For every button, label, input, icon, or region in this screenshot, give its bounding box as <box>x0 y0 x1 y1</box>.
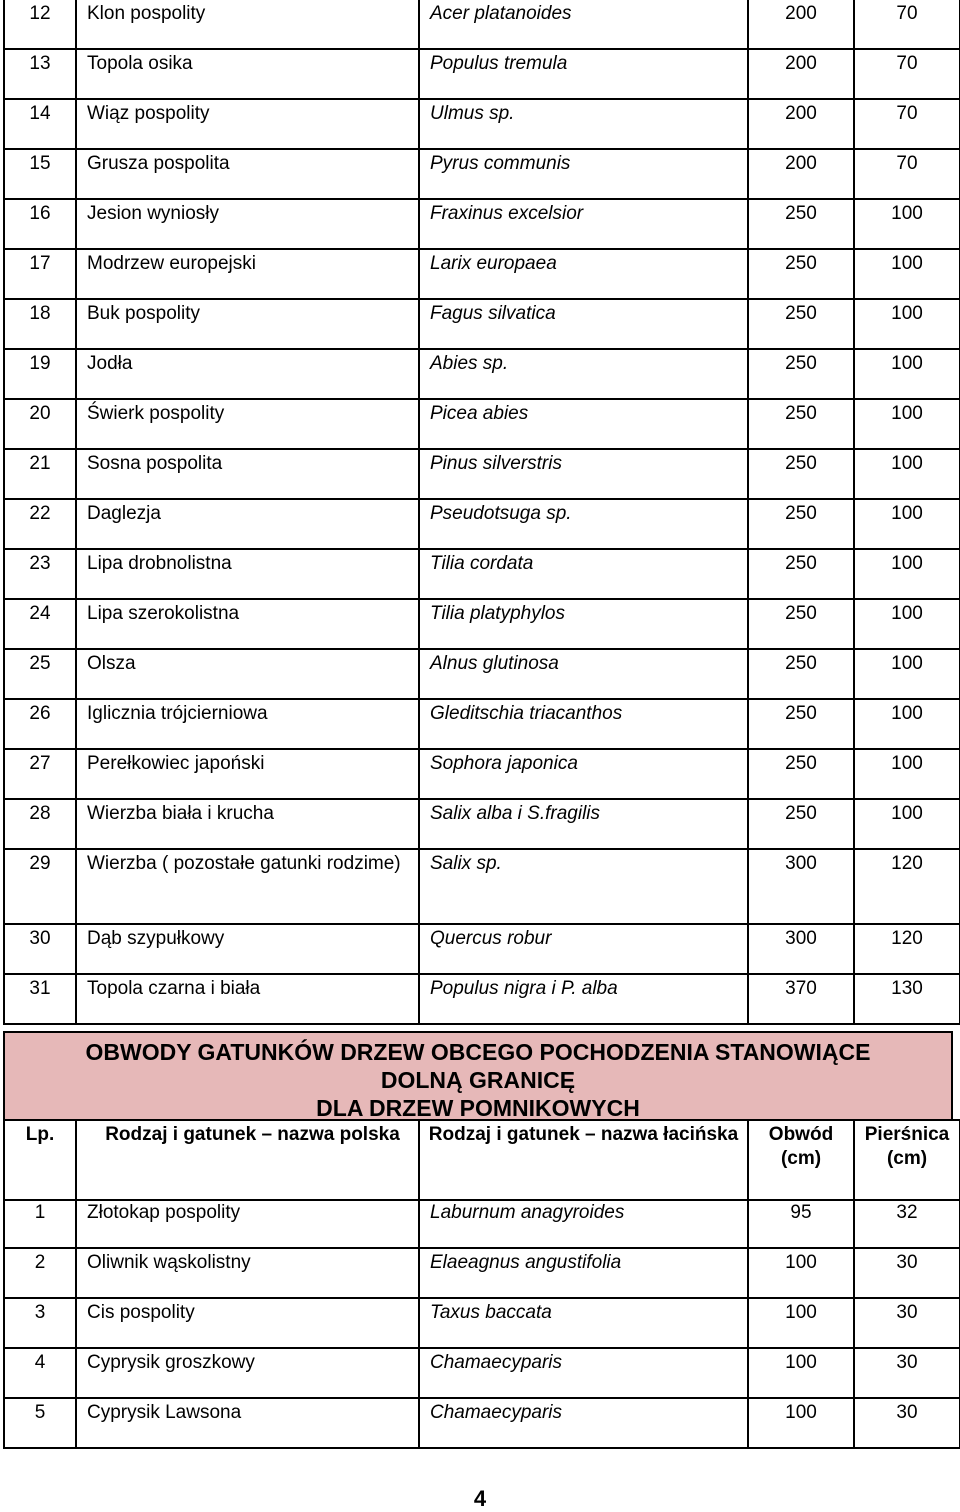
circumference-text: 200 <box>785 53 817 74</box>
cell-circumference <box>748 299 854 349</box>
cell-polish-name <box>76 1298 419 1348</box>
cell-latin-name <box>419 749 748 799</box>
polish-name-text: Lipa szerokolistna <box>87 603 240 624</box>
circumference-text: 250 <box>785 653 817 674</box>
cell-dbh <box>854 1348 960 1398</box>
latin-name-text: Pyrus communis <box>430 153 571 174</box>
cell-dbh <box>854 1248 960 1298</box>
dbh-text: 120 <box>891 853 923 874</box>
cell-dbh <box>854 599 960 649</box>
table-row <box>4 549 960 599</box>
latin-name-text: Laburnum anagyroides <box>430 1202 625 1223</box>
cell-polish-name <box>76 699 419 749</box>
cell-latin-name <box>419 299 748 349</box>
cell-dbh <box>854 499 960 549</box>
species-table-native <box>3 0 960 1025</box>
dbh-text: 32 <box>896 1202 918 1223</box>
cell-row-number <box>4 1348 76 1398</box>
cell-polish-name <box>76 974 419 1024</box>
row-number-text: 18 <box>29 303 51 324</box>
cell-dbh <box>854 1398 960 1448</box>
latin-name-text: Populus tremula <box>430 53 568 74</box>
cell-polish-name <box>76 499 419 549</box>
cell-row-number <box>4 1199 76 1248</box>
cell-latin-name <box>419 974 748 1024</box>
table-row <box>4 799 960 849</box>
latin-name-text: Fraxinus excelsior <box>430 203 584 224</box>
cell-row-number <box>4 924 76 974</box>
row-number-text: 26 <box>29 703 51 724</box>
cell-polish-name <box>76 1348 419 1398</box>
cell-circumference <box>748 1248 854 1298</box>
circumference-text: 200 <box>785 153 817 174</box>
header-row <box>4 1120 960 1200</box>
polish-name-text: Buk pospolity <box>87 303 201 324</box>
table-row <box>4 0 960 49</box>
header-polish-name: Rodzaj i gatunek – nazwa polska <box>76 1120 419 1200</box>
header-dbh: Pierśnica (cm) <box>854 1120 960 1200</box>
latin-name-text: Quercus robur <box>430 928 552 949</box>
cell-dbh <box>854 1199 960 1248</box>
latin-name-text: Abies sp. <box>430 353 509 374</box>
row-number-text: 4 <box>34 1352 46 1373</box>
polish-name-text: Perełkowiec japoński <box>87 753 265 774</box>
cell-latin-name <box>419 649 748 699</box>
cell-dbh <box>854 0 960 49</box>
latin-name-text: Fagus silvatica <box>430 303 556 324</box>
cell-latin-name <box>419 549 748 599</box>
cell-row-number <box>4 1298 76 1348</box>
dbh-text: 130 <box>891 978 923 999</box>
cell-row-number <box>4 49 76 99</box>
circumference-text: 250 <box>785 353 817 374</box>
cell-circumference <box>748 799 854 849</box>
cell-row-number <box>4 349 76 399</box>
cell-dbh <box>854 299 960 349</box>
latin-name-text: Gleditschia triacanthos <box>430 703 623 724</box>
cell-latin-name <box>419 349 748 399</box>
cell-polish-name <box>76 649 419 699</box>
polish-name-text: Dąb szypułkowy <box>87 928 225 949</box>
circumference-text: 95 <box>790 1202 812 1223</box>
cell-polish-name <box>76 924 419 974</box>
circumference-text: 250 <box>785 753 817 774</box>
dbh-text: 100 <box>891 703 923 724</box>
cell-latin-name <box>419 1298 748 1348</box>
dbh-text: 30 <box>896 1352 918 1373</box>
circumference-text: 250 <box>785 803 817 824</box>
polish-name-text: Topola osika <box>87 53 193 74</box>
row-number-text: 14 <box>29 103 51 124</box>
circumference-text: 250 <box>785 503 817 524</box>
cell-latin-name <box>419 599 748 649</box>
table-row <box>4 1398 960 1448</box>
cell-dbh <box>854 649 960 699</box>
page-number: 4 <box>473 1486 487 1511</box>
banner-line-1: OBWODY GATUNKÓW DRZEW OBCEGO POCHODZENIA STANOWIĄCE <box>85 1039 871 1065</box>
cell-polish-name <box>76 49 419 99</box>
cell-latin-name <box>419 199 748 249</box>
latin-name-text: Taxus baccata <box>430 1302 552 1323</box>
polish-name-text: Złotokap pospolity <box>87 1202 241 1223</box>
row-number-text: 15 <box>29 153 51 174</box>
cell-row-number <box>4 799 76 849</box>
cell-circumference <box>748 1398 854 1448</box>
cell-circumference <box>748 974 854 1024</box>
row-number-text: 25 <box>29 653 51 674</box>
circumference-text: 100 <box>785 1302 817 1323</box>
cell-row-number <box>4 449 76 499</box>
cell-polish-name <box>76 149 419 199</box>
cell-dbh <box>854 449 960 499</box>
circumference-text: 300 <box>785 928 817 949</box>
banner-line-3: DLA DRZEW POMNIKOWYCH <box>316 1095 640 1121</box>
table-row <box>4 449 960 499</box>
table-row <box>4 749 960 799</box>
latin-name-text: Tilia cordata <box>430 553 534 574</box>
dbh-text: 100 <box>891 353 923 374</box>
polish-name-text: Jesion wyniosły <box>87 203 219 224</box>
latin-name-text: Salix alba i S.fragilis <box>430 803 601 824</box>
latin-name-text: Acer platanoides <box>430 3 572 24</box>
cell-circumference <box>748 749 854 799</box>
circumference-text: 250 <box>785 203 817 224</box>
cell-latin-name <box>419 1248 748 1298</box>
latin-name-text: Chamaecyparis <box>430 1352 562 1373</box>
circumference-text: 250 <box>785 603 817 624</box>
row-number-text: 31 <box>29 978 51 999</box>
row-number-text: 29 <box>29 853 51 874</box>
circumference-text: 100 <box>785 1352 817 1373</box>
cell-circumference <box>748 49 854 99</box>
cell-row-number <box>4 399 76 449</box>
latin-name-text: Ulmus sp. <box>430 103 515 124</box>
cell-latin-name <box>419 0 748 49</box>
cell-dbh <box>854 399 960 449</box>
dbh-text: 100 <box>891 653 923 674</box>
cell-row-number <box>4 499 76 549</box>
cell-row-number <box>4 249 76 299</box>
table-row <box>4 199 960 249</box>
table-row <box>4 974 960 1024</box>
cell-latin-name <box>419 449 748 499</box>
header-circumference: Obwód (cm) <box>748 1120 854 1200</box>
latin-name-text: Tilia platyphylos <box>430 603 566 624</box>
latin-name-text: Sophora japonica <box>430 753 578 774</box>
polish-name-text: Wierzba ( pozostałe gatunki rodzime) <box>87 853 401 874</box>
table-row <box>4 1248 960 1298</box>
row-number-text: 13 <box>29 53 51 74</box>
cell-latin-name <box>419 1199 748 1248</box>
latin-name-text: Chamaecyparis <box>430 1402 562 1423</box>
circumference-text: 250 <box>785 553 817 574</box>
polish-name-text: Wierzba biała i krucha <box>87 803 274 824</box>
row-number-text: 17 <box>29 253 51 274</box>
cell-row-number <box>4 1248 76 1298</box>
cell-circumference <box>748 0 854 49</box>
table-row <box>4 924 960 974</box>
cell-circumference <box>748 399 854 449</box>
table-row <box>4 849 960 924</box>
row-number-text: 27 <box>29 753 51 774</box>
circumference-text: 200 <box>785 3 817 24</box>
dbh-text: 120 <box>891 928 923 949</box>
polish-name-text: Topola czarna i biała <box>87 978 261 999</box>
cell-circumference <box>748 349 854 399</box>
cell-circumference <box>748 699 854 749</box>
row-number-text: 19 <box>29 353 51 374</box>
polish-name-text: Olsza <box>87 653 136 674</box>
cell-polish-name <box>76 99 419 149</box>
dbh-text: 30 <box>896 1252 918 1273</box>
dbh-text: 100 <box>891 453 923 474</box>
cell-row-number <box>4 299 76 349</box>
table-row <box>4 599 960 649</box>
table-row <box>4 1348 960 1398</box>
row-number-text: 28 <box>29 803 51 824</box>
cell-latin-name <box>419 924 748 974</box>
cell-polish-name <box>76 749 419 799</box>
polish-name-text: Iglicznia trójcierniowa <box>87 703 268 724</box>
cell-polish-name <box>76 249 419 299</box>
cell-latin-name <box>419 149 748 199</box>
circumference-text: 250 <box>785 303 817 324</box>
cell-dbh <box>854 799 960 849</box>
dbh-text: 70 <box>896 103 918 124</box>
cell-row-number <box>4 974 76 1024</box>
cell-polish-name <box>76 399 419 449</box>
table-row <box>4 699 960 749</box>
foreign-table-body <box>4 1199 960 1448</box>
cell-row-number <box>4 849 76 924</box>
cell-dbh <box>854 849 960 924</box>
polish-name-text: Klon pospolity <box>87 3 206 24</box>
banner-line-2: DOLNĄ GRANICĘ <box>380 1067 576 1093</box>
polish-name-text: Cis pospolity <box>87 1302 195 1323</box>
cell-dbh <box>854 549 960 599</box>
cell-polish-name <box>76 599 419 649</box>
row-number-text: 3 <box>34 1302 46 1323</box>
row-number-text: 24 <box>29 603 51 624</box>
latin-name-text: Picea abies <box>430 403 529 424</box>
cell-circumference <box>748 1199 854 1248</box>
polish-name-text: Cyprysik groszkowy <box>87 1352 255 1373</box>
latin-name-text: Alnus glutinosa <box>430 653 559 674</box>
cell-dbh <box>854 924 960 974</box>
cell-dbh <box>854 349 960 399</box>
cell-latin-name <box>419 399 748 449</box>
circumference-text: 250 <box>785 253 817 274</box>
cell-row-number <box>4 0 76 49</box>
dbh-text: 30 <box>896 1402 918 1423</box>
dbh-text: 100 <box>891 803 923 824</box>
cell-row-number <box>4 149 76 199</box>
circumference-text: 250 <box>785 453 817 474</box>
cell-circumference <box>748 99 854 149</box>
row-number-text: 2 <box>34 1252 46 1273</box>
table-header <box>3 1119 960 1201</box>
cell-polish-name <box>76 1199 419 1248</box>
cell-circumference <box>748 924 854 974</box>
cell-polish-name <box>76 1248 419 1298</box>
cell-latin-name <box>419 799 748 849</box>
cell-circumference <box>748 599 854 649</box>
dbh-text: 100 <box>891 503 923 524</box>
table-row <box>4 349 960 399</box>
species-table-body <box>4 0 960 1024</box>
polish-name-text: Oliwnik wąskolistny <box>87 1252 251 1273</box>
cell-latin-name <box>419 249 748 299</box>
cell-circumference <box>748 1298 854 1348</box>
polish-name-text: Lipa drobnolistna <box>87 553 232 574</box>
circumference-text: 250 <box>785 703 817 724</box>
cell-dbh <box>854 1298 960 1348</box>
cell-polish-name <box>76 0 419 49</box>
header-latin-name: Rodzaj i gatunek – nazwa łacińska <box>419 1120 748 1200</box>
cell-polish-name <box>76 849 419 924</box>
row-number-text: 21 <box>29 453 51 474</box>
latin-name-text: Pseudotsuga sp. <box>430 503 572 524</box>
cell-latin-name <box>419 699 748 749</box>
polish-name-text: Świerk pospolity <box>87 403 225 424</box>
dbh-text: 70 <box>896 153 918 174</box>
cell-circumference <box>748 149 854 199</box>
table-row <box>4 299 960 349</box>
table-row <box>4 149 960 199</box>
dbh-text: 100 <box>891 253 923 274</box>
cell-latin-name <box>419 849 748 924</box>
polish-name-text: Daglezja <box>87 503 161 524</box>
dbh-text: 30 <box>896 1302 918 1323</box>
circumference-text: 370 <box>785 978 817 999</box>
cell-dbh <box>854 149 960 199</box>
cell-row-number <box>4 99 76 149</box>
cell-circumference <box>748 849 854 924</box>
header-lp: Lp. <box>4 1120 76 1200</box>
cell-dbh <box>854 249 960 299</box>
cell-circumference <box>748 199 854 249</box>
table-row <box>4 399 960 449</box>
cell-dbh <box>854 749 960 799</box>
cell-row-number <box>4 599 76 649</box>
circumference-text: 200 <box>785 103 817 124</box>
table-row <box>4 499 960 549</box>
latin-name-text: Elaeagnus angustifolia <box>430 1252 622 1273</box>
table-row <box>4 649 960 699</box>
polish-name-text: Grusza pospolita <box>87 153 230 174</box>
cell-latin-name <box>419 99 748 149</box>
dbh-text: 100 <box>891 553 923 574</box>
row-number-text: 22 <box>29 503 51 524</box>
dbh-text: 100 <box>891 603 923 624</box>
dbh-text: 100 <box>891 753 923 774</box>
cell-row-number <box>4 1398 76 1448</box>
latin-name-text: Larix europaea <box>430 253 557 274</box>
table-row <box>4 99 960 149</box>
polish-name-text: Jodła <box>87 353 133 374</box>
row-number-text: 1 <box>34 1202 46 1223</box>
cell-row-number <box>4 199 76 249</box>
circumference-text: 100 <box>785 1402 817 1423</box>
dbh-text: 100 <box>891 203 923 224</box>
dbh-text: 70 <box>896 53 918 74</box>
polish-name-text: Sosna pospolita <box>87 453 223 474</box>
cell-dbh <box>854 699 960 749</box>
cell-polish-name <box>76 799 419 849</box>
table-row <box>4 249 960 299</box>
row-number-text: 12 <box>29 3 51 24</box>
cell-row-number <box>4 649 76 699</box>
circumference-text: 300 <box>785 853 817 874</box>
cell-polish-name <box>76 299 419 349</box>
cell-circumference <box>748 249 854 299</box>
cell-dbh <box>854 974 960 1024</box>
cell-latin-name <box>419 1398 748 1448</box>
cell-circumference <box>748 449 854 499</box>
polish-name-text: Modrzew europejski <box>87 253 256 274</box>
cell-polish-name <box>76 1398 419 1448</box>
row-number-text: 20 <box>29 403 51 424</box>
cell-latin-name <box>419 49 748 99</box>
row-number-text: 5 <box>34 1402 46 1423</box>
table-row <box>4 49 960 99</box>
cell-latin-name <box>419 499 748 549</box>
cell-latin-name <box>419 1348 748 1398</box>
section-banner <box>3 1031 953 1121</box>
cell-dbh <box>854 199 960 249</box>
dbh-text: 100 <box>891 403 923 424</box>
cell-circumference <box>748 649 854 699</box>
latin-name-text: Populus nigra i P. alba <box>430 978 618 999</box>
dbh-text: 100 <box>891 303 923 324</box>
circumference-text: 100 <box>785 1252 817 1273</box>
cell-polish-name <box>76 199 419 249</box>
polish-name-text: Cyprysik Lawsona <box>87 1402 242 1423</box>
cell-polish-name <box>76 449 419 499</box>
cell-dbh <box>854 49 960 99</box>
cell-row-number <box>4 749 76 799</box>
cell-polish-name <box>76 349 419 399</box>
latin-name-text: Salix sp. <box>430 853 502 874</box>
species-table-foreign <box>3 1199 960 1449</box>
circumference-text: 250 <box>785 403 817 424</box>
row-number-text: 23 <box>29 553 51 574</box>
cell-dbh <box>854 99 960 149</box>
dbh-text: 70 <box>896 3 918 24</box>
cell-polish-name <box>76 549 419 599</box>
table-row <box>4 1298 960 1348</box>
cell-circumference <box>748 499 854 549</box>
latin-name-text: Pinus silverstris <box>430 453 562 474</box>
cell-row-number <box>4 699 76 749</box>
cell-row-number <box>4 549 76 599</box>
row-number-text: 16 <box>29 203 51 224</box>
polish-name-text: Wiąz pospolity <box>87 103 210 124</box>
cell-circumference <box>748 1348 854 1398</box>
table-row <box>4 1199 960 1248</box>
cell-circumference <box>748 549 854 599</box>
row-number-text: 30 <box>29 928 51 949</box>
